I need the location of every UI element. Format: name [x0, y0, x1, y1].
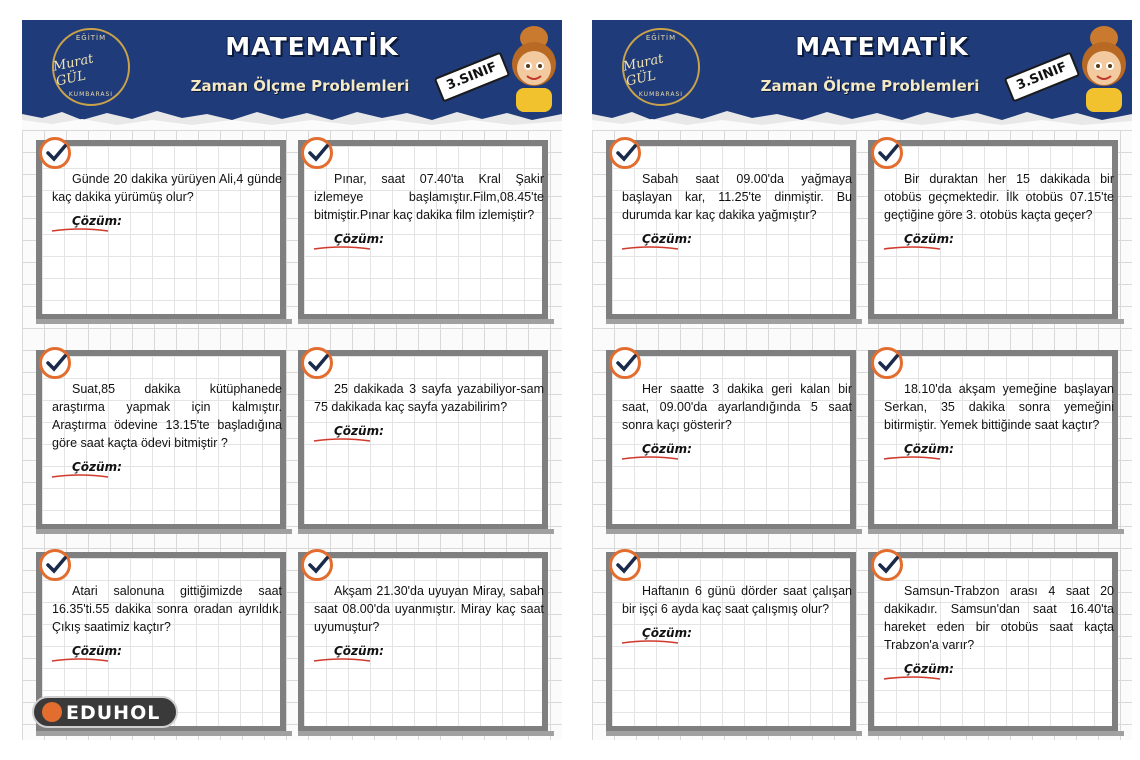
question-text: Sabah saat 09.00'da yağmaya başlayan kar, 11.25'te dinmiştir. Bu durumda kar kaç dakika yağmıştır?: [622, 172, 852, 222]
solution-label: Çözüm:: [622, 624, 682, 642]
question-text: 18.10'da akşam yemeğine başlayan Serkan, 35 dakika sonra yemeğini bitirmiştir. Yemek bittiğinde saat kaçtır?: [884, 382, 1114, 432]
torn-paper-edge: [22, 108, 562, 130]
question-text: Suat,85 dakika kütüphanede araştırma yapmak için kalmıştır. Araştırma ödevine 13.15'te başladığına göre saat kaçta ödevi bitmiştir ?: [52, 382, 282, 450]
solution-label: Çözüm:: [52, 458, 112, 476]
question-box-4: [298, 350, 548, 530]
solution-label: Çözüm:: [622, 440, 682, 458]
girl-mascot-icon: [1074, 24, 1130, 116]
question-box-3: [606, 350, 856, 530]
solution-label: Çözüm:: [884, 660, 944, 678]
checkmark-icon: [871, 549, 903, 581]
worksheet-header: [592, 20, 1132, 120]
page-subtitle: Zaman Ölçme Problemleri: [760, 77, 980, 95]
solution-label: Çözüm:: [52, 642, 112, 660]
checkmark-icon: [301, 347, 333, 379]
question-box-6: [868, 552, 1118, 732]
page-title: MATEMATİK: [795, 32, 969, 61]
question-box-6: [298, 552, 548, 732]
question-box-2: [298, 140, 548, 320]
checkmark-icon: [609, 137, 641, 169]
question-text: Her saatte 3 dakika geri kalan bir saat, 09.00'da ayarlandığında 5 saat sonra kaçı gösterir?: [622, 382, 852, 432]
question-box-5: [606, 552, 856, 732]
question-box-1: [606, 140, 856, 320]
torn-paper-edge: [592, 108, 1132, 130]
checkmark-icon: [871, 137, 903, 169]
worksheet-page-left: [22, 20, 562, 740]
author-logo: EĞİTİM Murat GÜL KUMBARASI: [622, 28, 700, 106]
question-text: Atari salonuna gittiğimizde saat 16.35'ti.55 dakika sonra oradan ayrıldık. Çıkış saatimiz kaçtır?: [52, 584, 282, 634]
grade-badge: 3.SINIF: [1004, 51, 1080, 102]
question-text: Akşam 21.30'da uyuyan Miray, sabah saat 08.00'da uyanmıştır. Miray kaç saat uyumuştur?: [314, 584, 544, 634]
checkmark-icon: [39, 347, 71, 379]
question-text: Bir duraktan her 15 dakikada bir otobüs geçmektedir. İlk otobüs 07.15'te geçtiğine göre 3. otobüs kaçta geçer?: [884, 172, 1114, 222]
page-title: MATEMATİK: [225, 32, 399, 61]
question-text: Günde 20 dakika yürüyen Ali,4 günde kaç dakika yürümüş olur?: [52, 172, 282, 204]
solution-label: Çözüm:: [314, 642, 374, 660]
checkmark-icon: [301, 549, 333, 581]
question-box-4: [868, 350, 1118, 530]
eduhol-logo-icon: [42, 702, 62, 722]
solution-label: Çözüm:: [884, 230, 944, 248]
solution-label: Çözüm:: [314, 230, 374, 248]
girl-mascot-icon: [504, 24, 560, 116]
eduhol-watermark: EDUHOL: [32, 696, 178, 728]
worksheet-header: [22, 20, 562, 120]
solution-label: Çözüm:: [314, 422, 374, 440]
question-text: Pınar, saat 07.40'ta Kral Şakir izlemeye başlamıştır.Film,08.45'te bitmiştir.Pınar kaç dakika film izlemiştir?: [314, 172, 544, 222]
question-text: Samsun-Trabzon arası 4 saat 20 dakikadır. Samsun'dan saat 16.40'ta hareket eden bir otobüs saat kaçta Trabzon'a varır?: [884, 584, 1114, 652]
page-subtitle: Zaman Ölçme Problemleri: [190, 77, 410, 95]
question-text: Haftanın 6 günü dörder saat çalışan bir işçi 6 ayda kaç saat çalışmış olur?: [622, 584, 852, 616]
question-box-3: [36, 350, 286, 530]
checkmark-icon: [39, 137, 71, 169]
author-logo: EĞİTİM Murat GÜL KUMBARASI: [52, 28, 130, 106]
question-text: 25 dakikada 3 sayfa yazabiliyor-sam 75 dakikada kaç sayfa yazabilirim?: [314, 382, 544, 414]
solution-label: Çözüm:: [622, 230, 682, 248]
solution-label: Çözüm:: [52, 212, 112, 230]
question-box-1: [36, 140, 286, 320]
checkmark-icon: [301, 137, 333, 169]
checkmark-icon: [39, 549, 71, 581]
checkmark-icon: [609, 549, 641, 581]
grade-badge: 3.SINIF: [434, 51, 510, 102]
worksheet-page-right: [592, 20, 1132, 740]
checkmark-icon: [609, 347, 641, 379]
question-box-2: [868, 140, 1118, 320]
solution-label: Çözüm:: [884, 440, 944, 458]
checkmark-icon: [871, 347, 903, 379]
